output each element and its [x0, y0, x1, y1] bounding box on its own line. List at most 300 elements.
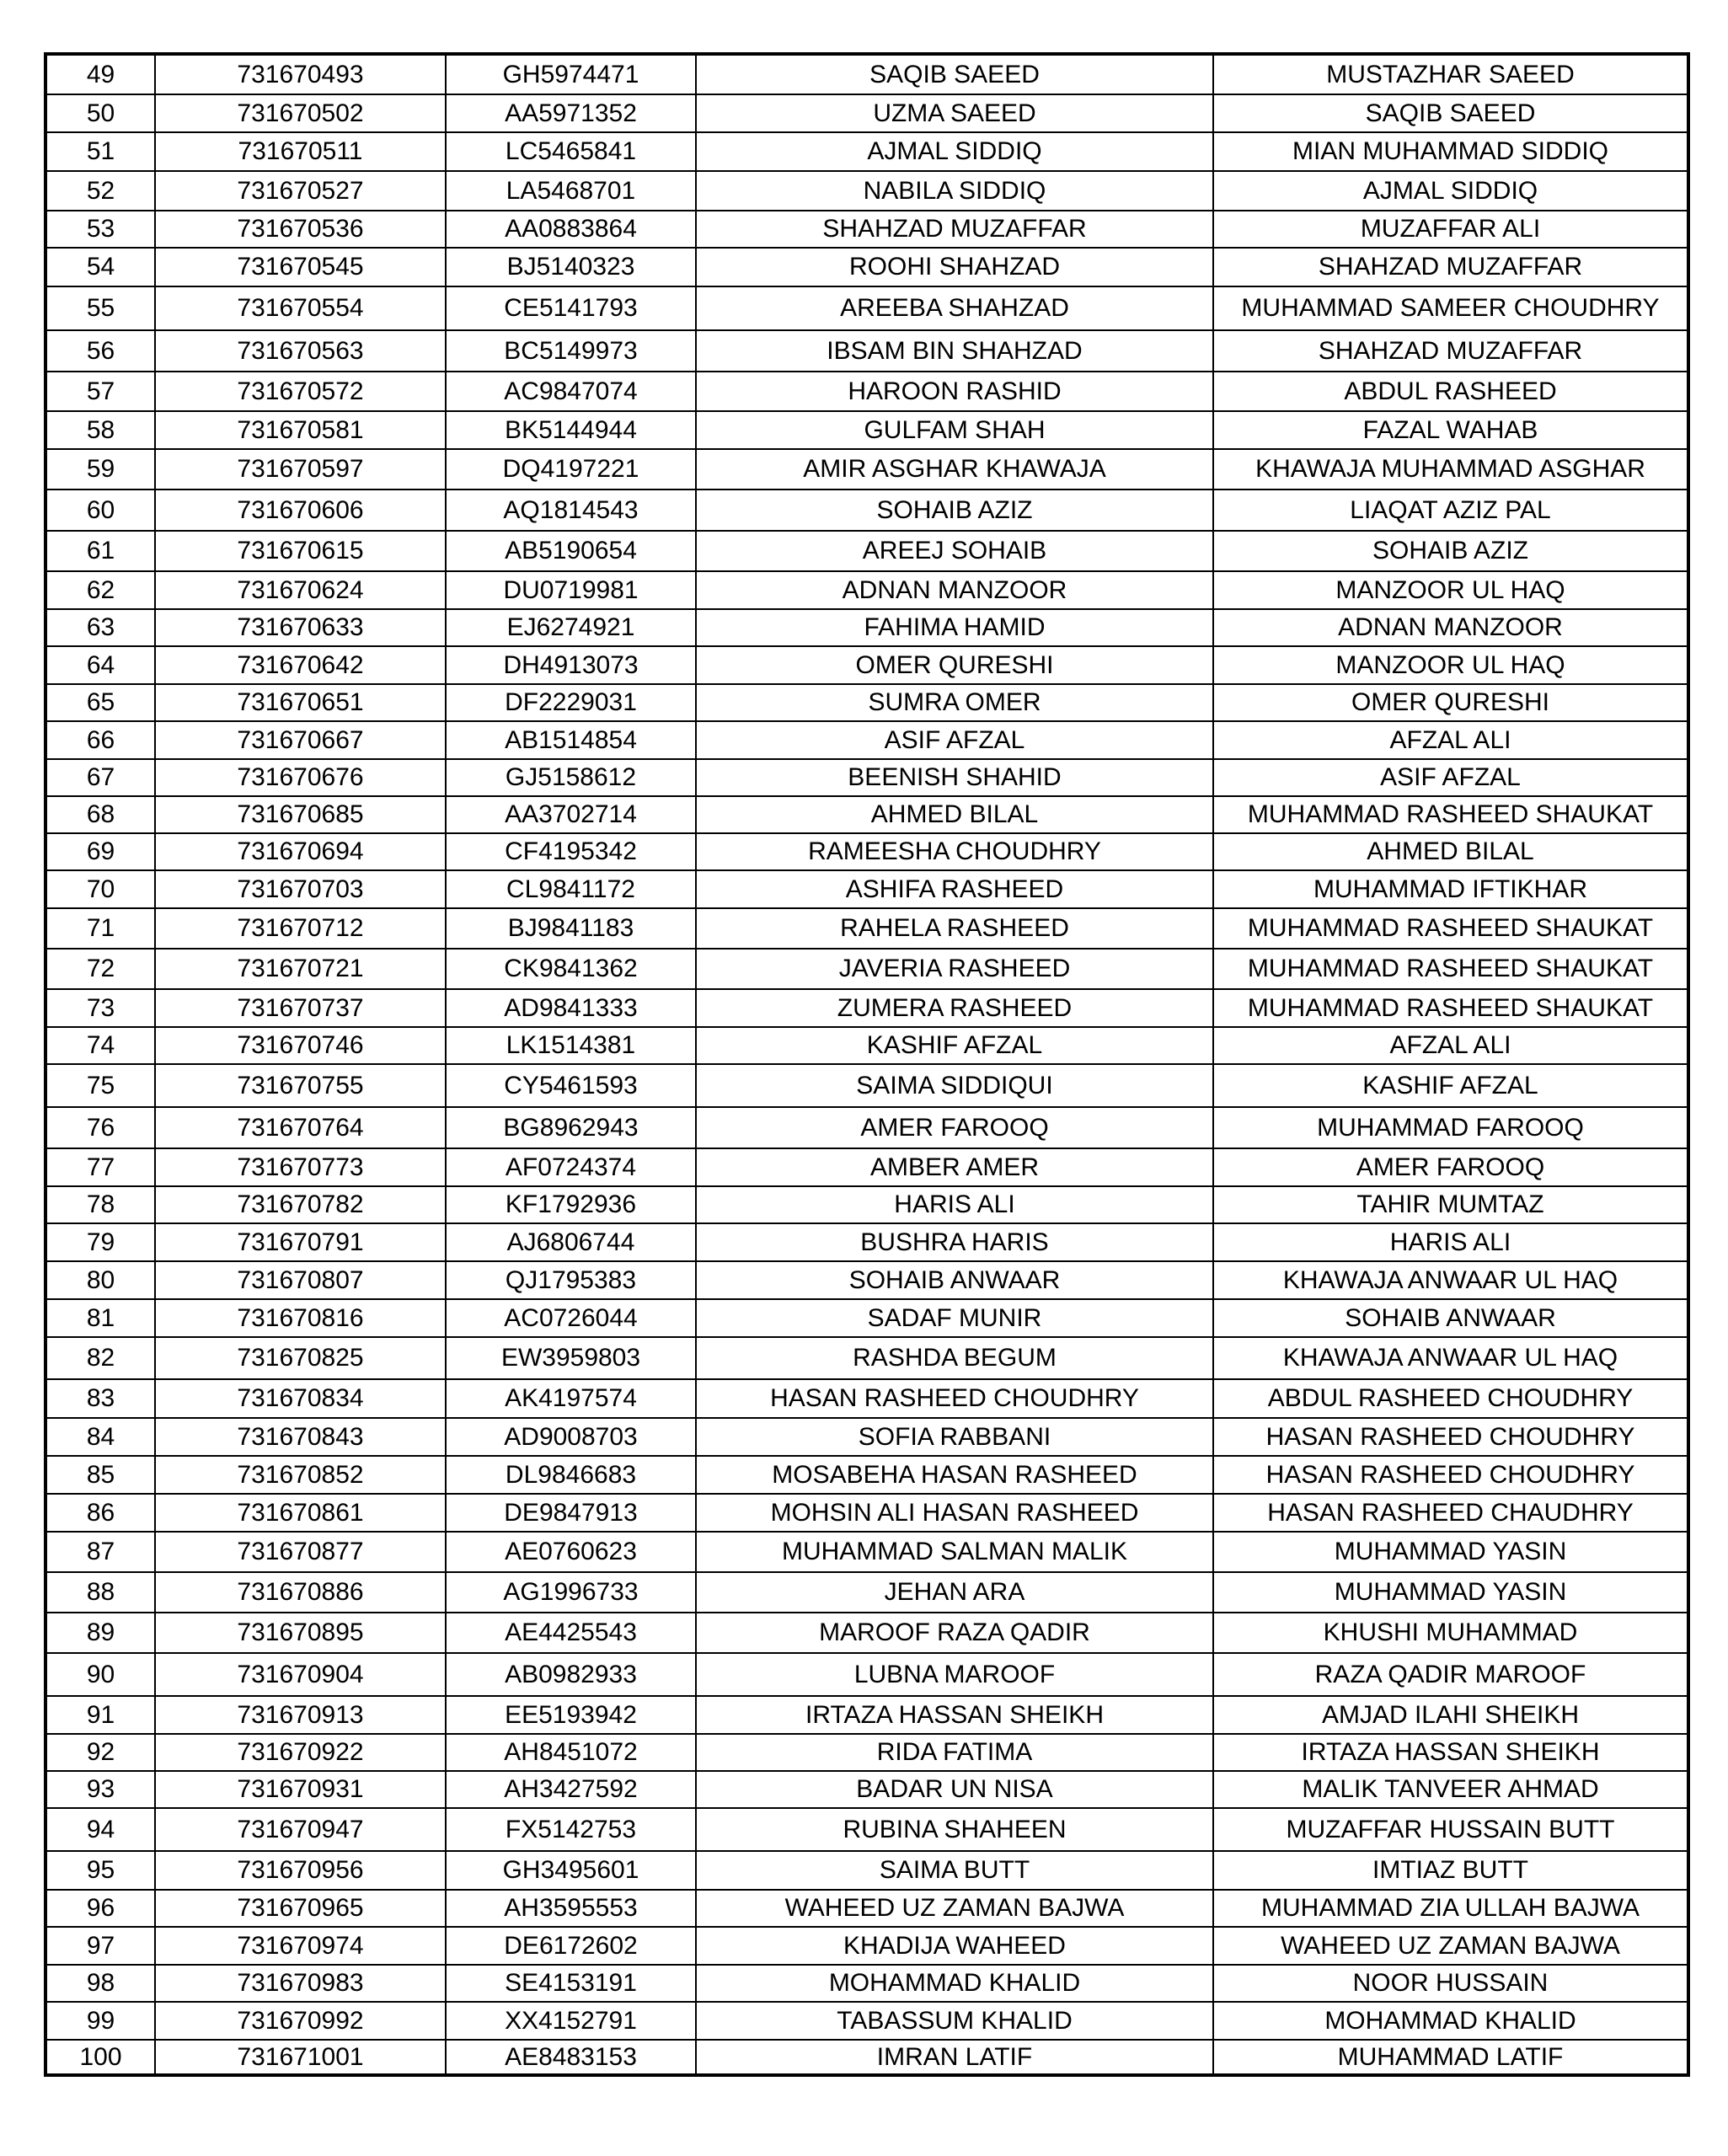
table-row — [45, 796, 1688, 833]
name-cell: MOHSIN ALI HASAN RASHEED — [696, 1494, 1213, 1532]
relation-name-cell: MALIK TANVEER AHMAD — [1213, 1771, 1688, 1808]
relation-name-cell: MUHAMMAD RASHEED SHAUKAT — [1213, 949, 1688, 989]
relation-name-cell: MIAN MUHAMMAD SIDDIQ — [1213, 132, 1688, 171]
serial-number-cell: 73 — [45, 989, 155, 1027]
name-cell: BEENISH SHAHID — [696, 759, 1213, 796]
relation-name-cell: MOHAMMAD KHALID — [1213, 2002, 1688, 2040]
serial-number-cell: 86 — [45, 1494, 155, 1532]
reference-number-cell: 731670886 — [155, 1572, 446, 1613]
reference-number-cell: 731670703 — [155, 870, 446, 908]
name-cell: RUBINA SHAHEEN — [696, 1808, 1213, 1851]
serial-number-cell: 85 — [45, 1456, 155, 1494]
passport-number-cell: CE5141793 — [446, 286, 696, 330]
table-row — [45, 1148, 1688, 1186]
name-cell: AMIR ASGHAR KHAWAJA — [696, 449, 1213, 490]
table-row — [45, 171, 1688, 211]
relation-name-cell: WAHEED UZ ZAMAN BAJWA — [1213, 1927, 1688, 1965]
reference-number-cell: 731670712 — [155, 908, 446, 949]
relation-name-cell: TAHIR MUMTAZ — [1213, 1186, 1688, 1223]
relation-name-cell: FAZAL WAHAB — [1213, 411, 1688, 449]
reference-number-cell: 731670825 — [155, 1337, 446, 1379]
passport-number-cell: AB5190654 — [446, 531, 696, 571]
reference-number-cell: 731670721 — [155, 949, 446, 989]
relation-name-cell: SOHAIB AZIZ — [1213, 531, 1688, 571]
serial-number-cell: 54 — [45, 248, 155, 286]
name-cell: AREEJ SOHAIB — [696, 531, 1213, 571]
name-cell: MUHAMMAD SALMAN MALIK — [696, 1532, 1213, 1572]
passport-number-cell: AA5971352 — [446, 94, 696, 132]
name-cell: SADAF MUNIR — [696, 1299, 1213, 1337]
name-cell: AMBER AMER — [696, 1148, 1213, 1186]
table-row — [45, 2002, 1688, 2040]
passport-number-cell: DE9847913 — [446, 1494, 696, 1532]
passport-number-cell: AK4197574 — [446, 1379, 696, 1418]
reference-number-cell: 731670511 — [155, 132, 446, 171]
serial-number-cell: 89 — [45, 1613, 155, 1653]
relation-name-cell: KHAWAJA ANWAAR UL HAQ — [1213, 1261, 1688, 1299]
passport-number-cell: BJ9841183 — [446, 908, 696, 949]
table-row — [45, 989, 1688, 1027]
name-cell: NABILA SIDDIQ — [696, 171, 1213, 211]
reference-number-cell: 731670931 — [155, 1771, 446, 1808]
reference-number-cell: 731670685 — [155, 796, 446, 833]
table-row — [45, 132, 1688, 171]
serial-number-cell: 56 — [45, 330, 155, 372]
reference-number-cell: 731671001 — [155, 2040, 446, 2075]
name-cell: IRTAZA HASSAN SHEIKH — [696, 1696, 1213, 1734]
reference-number-cell: 731670904 — [155, 1653, 446, 1696]
table-row — [45, 490, 1688, 531]
relation-name-cell: SHAHZAD MUZAFFAR — [1213, 330, 1688, 372]
passport-number-cell: AH3595553 — [446, 1890, 696, 1927]
relation-name-cell: IRTAZA HASSAN SHEIKH — [1213, 1734, 1688, 1771]
serial-number-cell: 69 — [45, 833, 155, 870]
reference-number-cell: 731670651 — [155, 684, 446, 721]
table-row — [45, 1696, 1688, 1734]
passport-number-cell: AB0982933 — [446, 1653, 696, 1696]
reference-number-cell: 731670913 — [155, 1696, 446, 1734]
reference-number-cell: 731670956 — [155, 1851, 446, 1890]
table-row — [45, 1572, 1688, 1613]
table-row — [45, 211, 1688, 248]
serial-number-cell: 51 — [45, 132, 155, 171]
reference-number-cell: 731670502 — [155, 94, 446, 132]
table-row — [45, 1771, 1688, 1808]
name-cell: ZUMERA RASHEED — [696, 989, 1213, 1027]
passport-number-cell: AA0883864 — [446, 211, 696, 248]
passport-number-cell: DE6172602 — [446, 1927, 696, 1965]
serial-number-cell: 57 — [45, 372, 155, 411]
table-row — [45, 1653, 1688, 1696]
reference-number-cell: 731670694 — [155, 833, 446, 870]
name-cell: SUMRA OMER — [696, 684, 1213, 721]
reference-number-cell: 731670852 — [155, 1456, 446, 1494]
serial-number-cell: 68 — [45, 796, 155, 833]
reference-number-cell: 731670633 — [155, 609, 446, 646]
serial-number-cell: 62 — [45, 571, 155, 609]
table-row — [45, 1337, 1688, 1379]
relation-name-cell: HASAN RASHEED CHOUDHRY — [1213, 1418, 1688, 1456]
name-cell: ASIF AFZAL — [696, 721, 1213, 759]
reference-number-cell: 731670983 — [155, 1965, 446, 2002]
passport-number-cell: AE8483153 — [446, 2040, 696, 2075]
name-cell: RIDA FATIMA — [696, 1734, 1213, 1771]
table-row — [45, 411, 1688, 449]
table-row — [45, 531, 1688, 571]
relation-name-cell: KHAWAJA ANWAAR UL HAQ — [1213, 1337, 1688, 1379]
table-row — [45, 330, 1688, 372]
serial-number-cell: 90 — [45, 1653, 155, 1696]
name-cell: AREEBA SHAHZAD — [696, 286, 1213, 330]
serial-number-cell: 97 — [45, 1927, 155, 1965]
passport-number-cell: BK5144944 — [446, 411, 696, 449]
table-row — [45, 1261, 1688, 1299]
serial-number-cell: 100 — [45, 2040, 155, 2075]
reference-number-cell: 731670667 — [155, 721, 446, 759]
reference-number-cell: 731670807 — [155, 1261, 446, 1299]
name-cell: LUBNA MAROOF — [696, 1653, 1213, 1696]
relation-name-cell: ADNAN MANZOOR — [1213, 609, 1688, 646]
relation-name-cell: AMER FAROOQ — [1213, 1148, 1688, 1186]
passport-number-cell: EJ6274921 — [446, 609, 696, 646]
relation-name-cell: AFZAL ALI — [1213, 721, 1688, 759]
table-row — [45, 1299, 1688, 1337]
name-cell: KHADIJA WAHEED — [696, 1927, 1213, 1965]
reference-number-cell: 731670843 — [155, 1418, 446, 1456]
name-cell: MOSABEHA HASAN RASHEED — [696, 1456, 1213, 1494]
serial-number-cell: 87 — [45, 1532, 155, 1572]
serial-number-cell: 95 — [45, 1851, 155, 1890]
relation-name-cell: ABDUL RASHEED — [1213, 372, 1688, 411]
table-row — [45, 571, 1688, 609]
reference-number-cell: 731670746 — [155, 1027, 446, 1064]
relation-name-cell: MUHAMMAD IFTIKHAR — [1213, 870, 1688, 908]
relation-name-cell: AHMED BILAL — [1213, 833, 1688, 870]
reference-number-cell: 731670545 — [155, 248, 446, 286]
serial-number-cell: 82 — [45, 1337, 155, 1379]
passport-number-cell: BC5149973 — [446, 330, 696, 372]
table-row — [45, 2040, 1688, 2075]
passport-number-cell: AH3427592 — [446, 1771, 696, 1808]
reference-number-cell: 731670922 — [155, 1734, 446, 1771]
name-cell: WAHEED UZ ZAMAN BAJWA — [696, 1890, 1213, 1927]
records-table-body — [45, 54, 1688, 2075]
passport-number-cell: BJ5140323 — [446, 248, 696, 286]
serial-number-cell: 94 — [45, 1808, 155, 1851]
name-cell: KASHIF AFZAL — [696, 1027, 1213, 1064]
serial-number-cell: 53 — [45, 211, 155, 248]
relation-name-cell: ABDUL RASHEED CHOUDHRY — [1213, 1379, 1688, 1418]
name-cell: BADAR UN NISA — [696, 1771, 1213, 1808]
passport-number-cell: DL9846683 — [446, 1456, 696, 1494]
passport-number-cell: KF1792936 — [446, 1186, 696, 1223]
serial-number-cell: 59 — [45, 449, 155, 490]
name-cell: JAVERIA RASHEED — [696, 949, 1213, 989]
name-cell: ADNAN MANZOOR — [696, 571, 1213, 609]
passport-number-cell: DQ4197221 — [446, 449, 696, 490]
reference-number-cell: 731670877 — [155, 1532, 446, 1572]
name-cell: AHMED BILAL — [696, 796, 1213, 833]
relation-name-cell: HASAN RASHEED CHAUDHRY — [1213, 1494, 1688, 1532]
relation-name-cell: RAZA QADIR MAROOF — [1213, 1653, 1688, 1696]
name-cell: ROOHI SHAHZAD — [696, 248, 1213, 286]
passport-number-cell: AH8451072 — [446, 1734, 696, 1771]
table-row — [45, 1927, 1688, 1965]
name-cell: SOHAIB AZIZ — [696, 490, 1213, 531]
relation-name-cell: MUHAMMAD RASHEED SHAUKAT — [1213, 908, 1688, 949]
name-cell: UZMA SAEED — [696, 94, 1213, 132]
passport-number-cell: EW3959803 — [446, 1337, 696, 1379]
reference-number-cell: 731670834 — [155, 1379, 446, 1418]
reference-number-cell: 731670764 — [155, 1107, 446, 1148]
serial-number-cell: 67 — [45, 759, 155, 796]
table-row — [45, 1851, 1688, 1890]
passport-number-cell: LA5468701 — [446, 171, 696, 211]
passport-number-cell: GH5974471 — [446, 54, 696, 94]
passport-number-cell: CL9841172 — [446, 870, 696, 908]
relation-name-cell: MANZOOR UL HAQ — [1213, 571, 1688, 609]
table-row — [45, 1418, 1688, 1456]
table-row — [45, 1890, 1688, 1927]
serial-number-cell: 98 — [45, 1965, 155, 2002]
reference-number-cell: 731670676 — [155, 759, 446, 796]
table-row — [45, 94, 1688, 132]
reference-number-cell: 731670563 — [155, 330, 446, 372]
passport-number-cell: CK9841362 — [446, 949, 696, 989]
relation-name-cell: MANZOOR UL HAQ — [1213, 646, 1688, 684]
serial-number-cell: 88 — [45, 1572, 155, 1613]
name-cell: HARIS ALI — [696, 1186, 1213, 1223]
serial-number-cell: 63 — [45, 609, 155, 646]
relation-name-cell: HARIS ALI — [1213, 1223, 1688, 1261]
reference-number-cell: 731670615 — [155, 531, 446, 571]
reference-number-cell: 731670816 — [155, 1299, 446, 1337]
name-cell: SOHAIB ANWAAR — [696, 1261, 1213, 1299]
name-cell: AMER FAROOQ — [696, 1107, 1213, 1148]
name-cell: SAIMA SIDDIQUI — [696, 1064, 1213, 1107]
table-row — [45, 248, 1688, 286]
relation-name-cell: MUHAMMAD LATIF — [1213, 2040, 1688, 2075]
serial-number-cell: 76 — [45, 1107, 155, 1148]
reference-number-cell: 731670974 — [155, 1927, 446, 1965]
passport-number-cell: BG8962943 — [446, 1107, 696, 1148]
name-cell: AJMAL SIDDIQ — [696, 132, 1213, 171]
name-cell: BUSHRA HARIS — [696, 1223, 1213, 1261]
passport-number-cell: CY5461593 — [446, 1064, 696, 1107]
serial-number-cell: 55 — [45, 286, 155, 330]
name-cell: FAHIMA HAMID — [696, 609, 1213, 646]
reference-number-cell: 731670773 — [155, 1148, 446, 1186]
name-cell: RAHELA RASHEED — [696, 908, 1213, 949]
table-row — [45, 1532, 1688, 1572]
table-row — [45, 833, 1688, 870]
name-cell: SAQIB SAEED — [696, 54, 1213, 94]
reference-number-cell: 731670992 — [155, 2002, 446, 2040]
reference-number-cell: 731670755 — [155, 1064, 446, 1107]
records-table — [44, 52, 1690, 2077]
reference-number-cell: 731670791 — [155, 1223, 446, 1261]
serial-number-cell: 64 — [45, 646, 155, 684]
serial-number-cell: 79 — [45, 1223, 155, 1261]
table-row — [45, 870, 1688, 908]
serial-number-cell: 99 — [45, 2002, 155, 2040]
relation-name-cell: MUHAMMAD YASIN — [1213, 1532, 1688, 1572]
passport-number-cell: SE4153191 — [446, 1965, 696, 2002]
relation-name-cell: MUHAMMAD RASHEED SHAUKAT — [1213, 796, 1688, 833]
relation-name-cell: MUSTAZHAR SAEED — [1213, 54, 1688, 94]
passport-number-cell: AG1996733 — [446, 1572, 696, 1613]
serial-number-cell: 75 — [45, 1064, 155, 1107]
table-row — [45, 1808, 1688, 1851]
name-cell: OMER QURESHI — [696, 646, 1213, 684]
table-row — [45, 1613, 1688, 1653]
table-row — [45, 449, 1688, 490]
table-row — [45, 721, 1688, 759]
name-cell: HAROON RASHID — [696, 372, 1213, 411]
table-row — [45, 1027, 1688, 1064]
passport-number-cell: AQ1814543 — [446, 490, 696, 531]
table-row — [45, 1965, 1688, 2002]
passport-number-cell: AA3702714 — [446, 796, 696, 833]
table-row — [45, 1107, 1688, 1148]
serial-number-cell: 93 — [45, 1771, 155, 1808]
passport-number-cell: AD9841333 — [446, 989, 696, 1027]
passport-number-cell: AC0726044 — [446, 1299, 696, 1337]
relation-name-cell: MUHAMMAD RASHEED SHAUKAT — [1213, 989, 1688, 1027]
relation-name-cell: OMER QURESHI — [1213, 684, 1688, 721]
name-cell: SAIMA BUTT — [696, 1851, 1213, 1890]
relation-name-cell: MUHAMMAD ZIA ULLAH BAJWA — [1213, 1890, 1688, 1927]
relation-name-cell: KASHIF AFZAL — [1213, 1064, 1688, 1107]
reference-number-cell: 731670624 — [155, 571, 446, 609]
table-row — [45, 646, 1688, 684]
reference-number-cell: 731670572 — [155, 372, 446, 411]
relation-name-cell: SHAHZAD MUZAFFAR — [1213, 248, 1688, 286]
table-row — [45, 286, 1688, 330]
passport-number-cell: AD9008703 — [446, 1418, 696, 1456]
reference-number-cell: 731670536 — [155, 211, 446, 248]
passport-number-cell: GJ5158612 — [446, 759, 696, 796]
reference-number-cell: 731670947 — [155, 1808, 446, 1851]
passport-number-cell: FX5142753 — [446, 1808, 696, 1851]
serial-number-cell: 50 — [45, 94, 155, 132]
table-row — [45, 949, 1688, 989]
name-cell: ASHIFA RASHEED — [696, 870, 1213, 908]
relation-name-cell: LIAQAT AZIZ PAL — [1213, 490, 1688, 531]
reference-number-cell: 731670737 — [155, 989, 446, 1027]
relation-name-cell: NOOR HUSSAIN — [1213, 1965, 1688, 2002]
table-row — [45, 609, 1688, 646]
passport-number-cell: AE0760623 — [446, 1532, 696, 1572]
table-row — [45, 1223, 1688, 1261]
table-row — [45, 908, 1688, 949]
name-cell: RAMEESHA CHOUDHRY — [696, 833, 1213, 870]
relation-name-cell: SAQIB SAEED — [1213, 94, 1688, 132]
reference-number-cell: 731670895 — [155, 1613, 446, 1653]
name-cell: MAROOF RAZA QADIR — [696, 1613, 1213, 1653]
passport-number-cell: LK1514381 — [446, 1027, 696, 1064]
table-row — [45, 1494, 1688, 1532]
name-cell: JEHAN ARA — [696, 1572, 1213, 1613]
name-cell: SOFIA RABBANI — [696, 1418, 1213, 1456]
serial-number-cell: 74 — [45, 1027, 155, 1064]
passport-number-cell: EE5193942 — [446, 1696, 696, 1734]
serial-number-cell: 84 — [45, 1418, 155, 1456]
relation-name-cell: MUHAMMAD YASIN — [1213, 1572, 1688, 1613]
passport-number-cell: CF4195342 — [446, 833, 696, 870]
serial-number-cell: 72 — [45, 949, 155, 989]
passport-number-cell: LC5465841 — [446, 132, 696, 171]
name-cell: MOHAMMAD KHALID — [696, 1965, 1213, 2002]
serial-number-cell: 65 — [45, 684, 155, 721]
relation-name-cell: MUZAFFAR ALI — [1213, 211, 1688, 248]
reference-number-cell: 731670606 — [155, 490, 446, 531]
table-row — [45, 1734, 1688, 1771]
reference-number-cell: 731670782 — [155, 1186, 446, 1223]
relation-name-cell: SOHAIB ANWAAR — [1213, 1299, 1688, 1337]
serial-number-cell: 61 — [45, 531, 155, 571]
passport-number-cell: GH3495601 — [446, 1851, 696, 1890]
name-cell: IBSAM BIN SHAHZAD — [696, 330, 1213, 372]
serial-number-cell: 77 — [45, 1148, 155, 1186]
relation-name-cell: MUHAMMAD FAROOQ — [1213, 1107, 1688, 1148]
table-row — [45, 1379, 1688, 1418]
reference-number-cell: 731670597 — [155, 449, 446, 490]
serial-number-cell: 52 — [45, 171, 155, 211]
passport-number-cell: DH4913073 — [446, 646, 696, 684]
passport-number-cell: AJ6806744 — [446, 1223, 696, 1261]
relation-name-cell: AJMAL SIDDIQ — [1213, 171, 1688, 211]
reference-number-cell: 731670581 — [155, 411, 446, 449]
relation-name-cell: AFZAL ALI — [1213, 1027, 1688, 1064]
serial-number-cell: 80 — [45, 1261, 155, 1299]
passport-number-cell: AE4425543 — [446, 1613, 696, 1653]
name-cell: SHAHZAD MUZAFFAR — [696, 211, 1213, 248]
serial-number-cell: 91 — [45, 1696, 155, 1734]
reference-number-cell: 731670527 — [155, 171, 446, 211]
serial-number-cell: 78 — [45, 1186, 155, 1223]
passport-number-cell: AB1514854 — [446, 721, 696, 759]
serial-number-cell: 70 — [45, 870, 155, 908]
serial-number-cell: 66 — [45, 721, 155, 759]
serial-number-cell: 92 — [45, 1734, 155, 1771]
name-cell: HASAN RASHEED CHOUDHRY — [696, 1379, 1213, 1418]
passport-number-cell: XX4152791 — [446, 2002, 696, 2040]
passport-number-cell: AF0724374 — [446, 1148, 696, 1186]
serial-number-cell: 60 — [45, 490, 155, 531]
relation-name-cell: ASIF AFZAL — [1213, 759, 1688, 796]
table-row — [45, 1186, 1688, 1223]
relation-name-cell: AMJAD ILAHI SHEIKH — [1213, 1696, 1688, 1734]
passport-number-cell: DF2229031 — [446, 684, 696, 721]
passport-number-cell: QJ1795383 — [446, 1261, 696, 1299]
serial-number-cell: 81 — [45, 1299, 155, 1337]
table-row — [45, 684, 1688, 721]
name-cell: GULFAM SHAH — [696, 411, 1213, 449]
reference-number-cell: 731670554 — [155, 286, 446, 330]
serial-number-cell: 96 — [45, 1890, 155, 1927]
reference-number-cell: 731670965 — [155, 1890, 446, 1927]
name-cell: IMRAN LATIF — [696, 2040, 1213, 2075]
relation-name-cell: KHUSHI MUHAMMAD — [1213, 1613, 1688, 1653]
relation-name-cell: KHAWAJA MUHAMMAD ASGHAR — [1213, 449, 1688, 490]
relation-name-cell: HASAN RASHEED CHOUDHRY — [1213, 1456, 1688, 1494]
table-row — [45, 1456, 1688, 1494]
name-cell: TABASSUM KHALID — [696, 2002, 1213, 2040]
table-row — [45, 1064, 1688, 1107]
serial-number-cell: 49 — [45, 54, 155, 94]
passport-number-cell: DU0719981 — [446, 571, 696, 609]
